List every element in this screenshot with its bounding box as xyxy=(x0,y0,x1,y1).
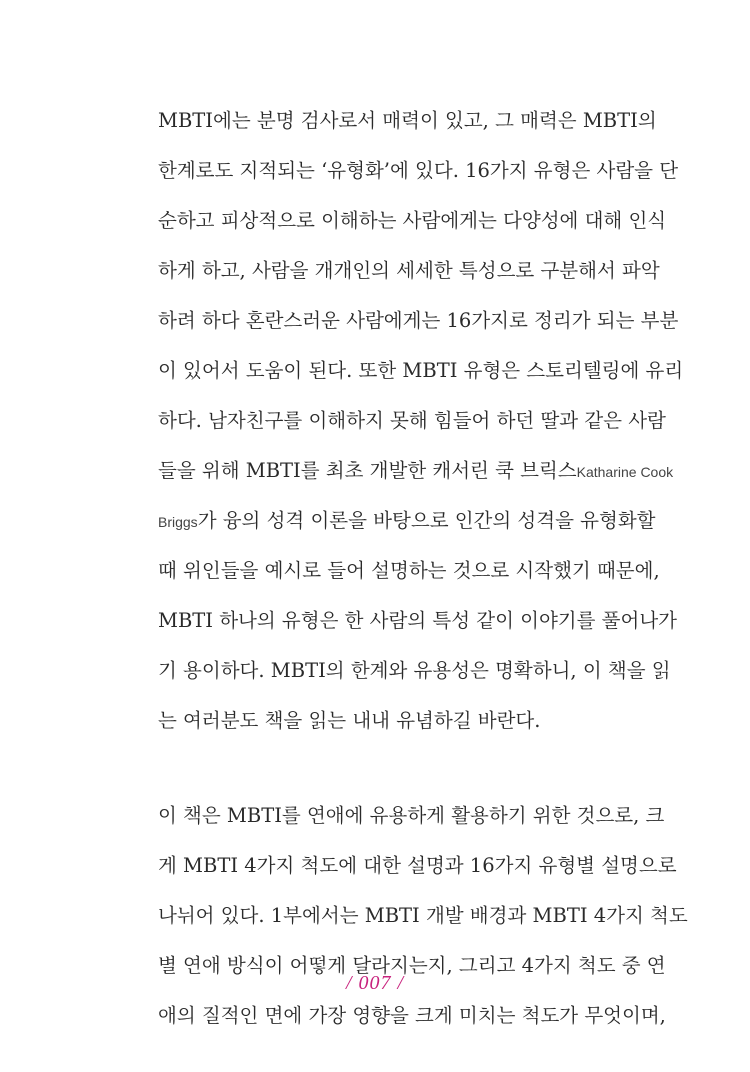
paragraph-line xyxy=(158,446,674,496)
paragraph-line: 기 용이하다. MBTI의 한계와 유용성은 명확하니, 이 책을 읽 xyxy=(158,659,671,682)
paragraph-line: 하다. 남자친구를 이해하지 못해 힘들어 하던 딸과 같은 사람 xyxy=(158,409,666,432)
paragraph-line: 하려 하다 혼란스러운 사람에게는 16가지로 정리가 되는 부분 xyxy=(158,309,679,332)
paragraph-line: 이 있어서 도움이 된다. 또한 MBTI 유형은 스토리텔링에 유리 xyxy=(158,359,684,382)
paragraph-line: 나뉘어 있다. 1부에서는 MBTI 개발 배경과 MBTI 4가지 척도 xyxy=(158,904,688,927)
paragraph-line xyxy=(158,496,656,546)
paragraph-line: MBTI에는 분명 검사로서 매력이 있고, 그 매력은 MBTI의 xyxy=(158,109,657,132)
english-name-part: Briggs xyxy=(158,514,198,530)
paragraph-line: 순하고 피상적으로 이해하는 사람에게는 다양성에 대해 인식 xyxy=(158,209,667,232)
paragraph-line: 때 위인들을 예시로 들어 설명하는 것으로 시작했기 때문에, xyxy=(158,559,660,582)
paragraph-line: 별 연애 방식이 어떻게 달라지는지, 그리고 4가지 척도 중 연 xyxy=(158,954,666,977)
paragraph-line: 이 책은 MBTI를 연애에 유용하게 활용하기 위한 것으로, 크 xyxy=(158,804,665,827)
page-number: / 007 / xyxy=(345,972,405,994)
paragraph-line: 는 여러분도 책을 읽는 내내 유념하길 바란다. xyxy=(158,709,541,732)
paragraph-line: 하게 하고, 사람을 개개인의 세세한 특성으로 구분해서 파악 xyxy=(158,259,660,282)
paragraph-line: 애의 질적인 면에 가장 영향을 크게 미치는 척도가 무엇이며, xyxy=(158,1004,666,1027)
line-text: 들을 위해 MBTI를 최초 개발한 캐서린 쿡 브릭스 xyxy=(158,459,577,482)
paragraph-line: 한계로도 지적되는 ‘유형화’에 있다. 16가지 유형은 사람을 단 xyxy=(158,159,679,182)
english-name-part: Katharine Cook xyxy=(576,464,674,480)
line-text: 가 융의 성격 이론을 바탕으로 인간의 성격을 유형화할 xyxy=(197,509,656,532)
paragraph-line: MBTI 하나의 유형은 한 사람의 특성 같이 이야기를 풀어나가 xyxy=(158,609,678,632)
paragraph-line: 게 MBTI 4가지 척도에 대한 설명과 16가지 유형별 설명으로 xyxy=(158,854,677,877)
